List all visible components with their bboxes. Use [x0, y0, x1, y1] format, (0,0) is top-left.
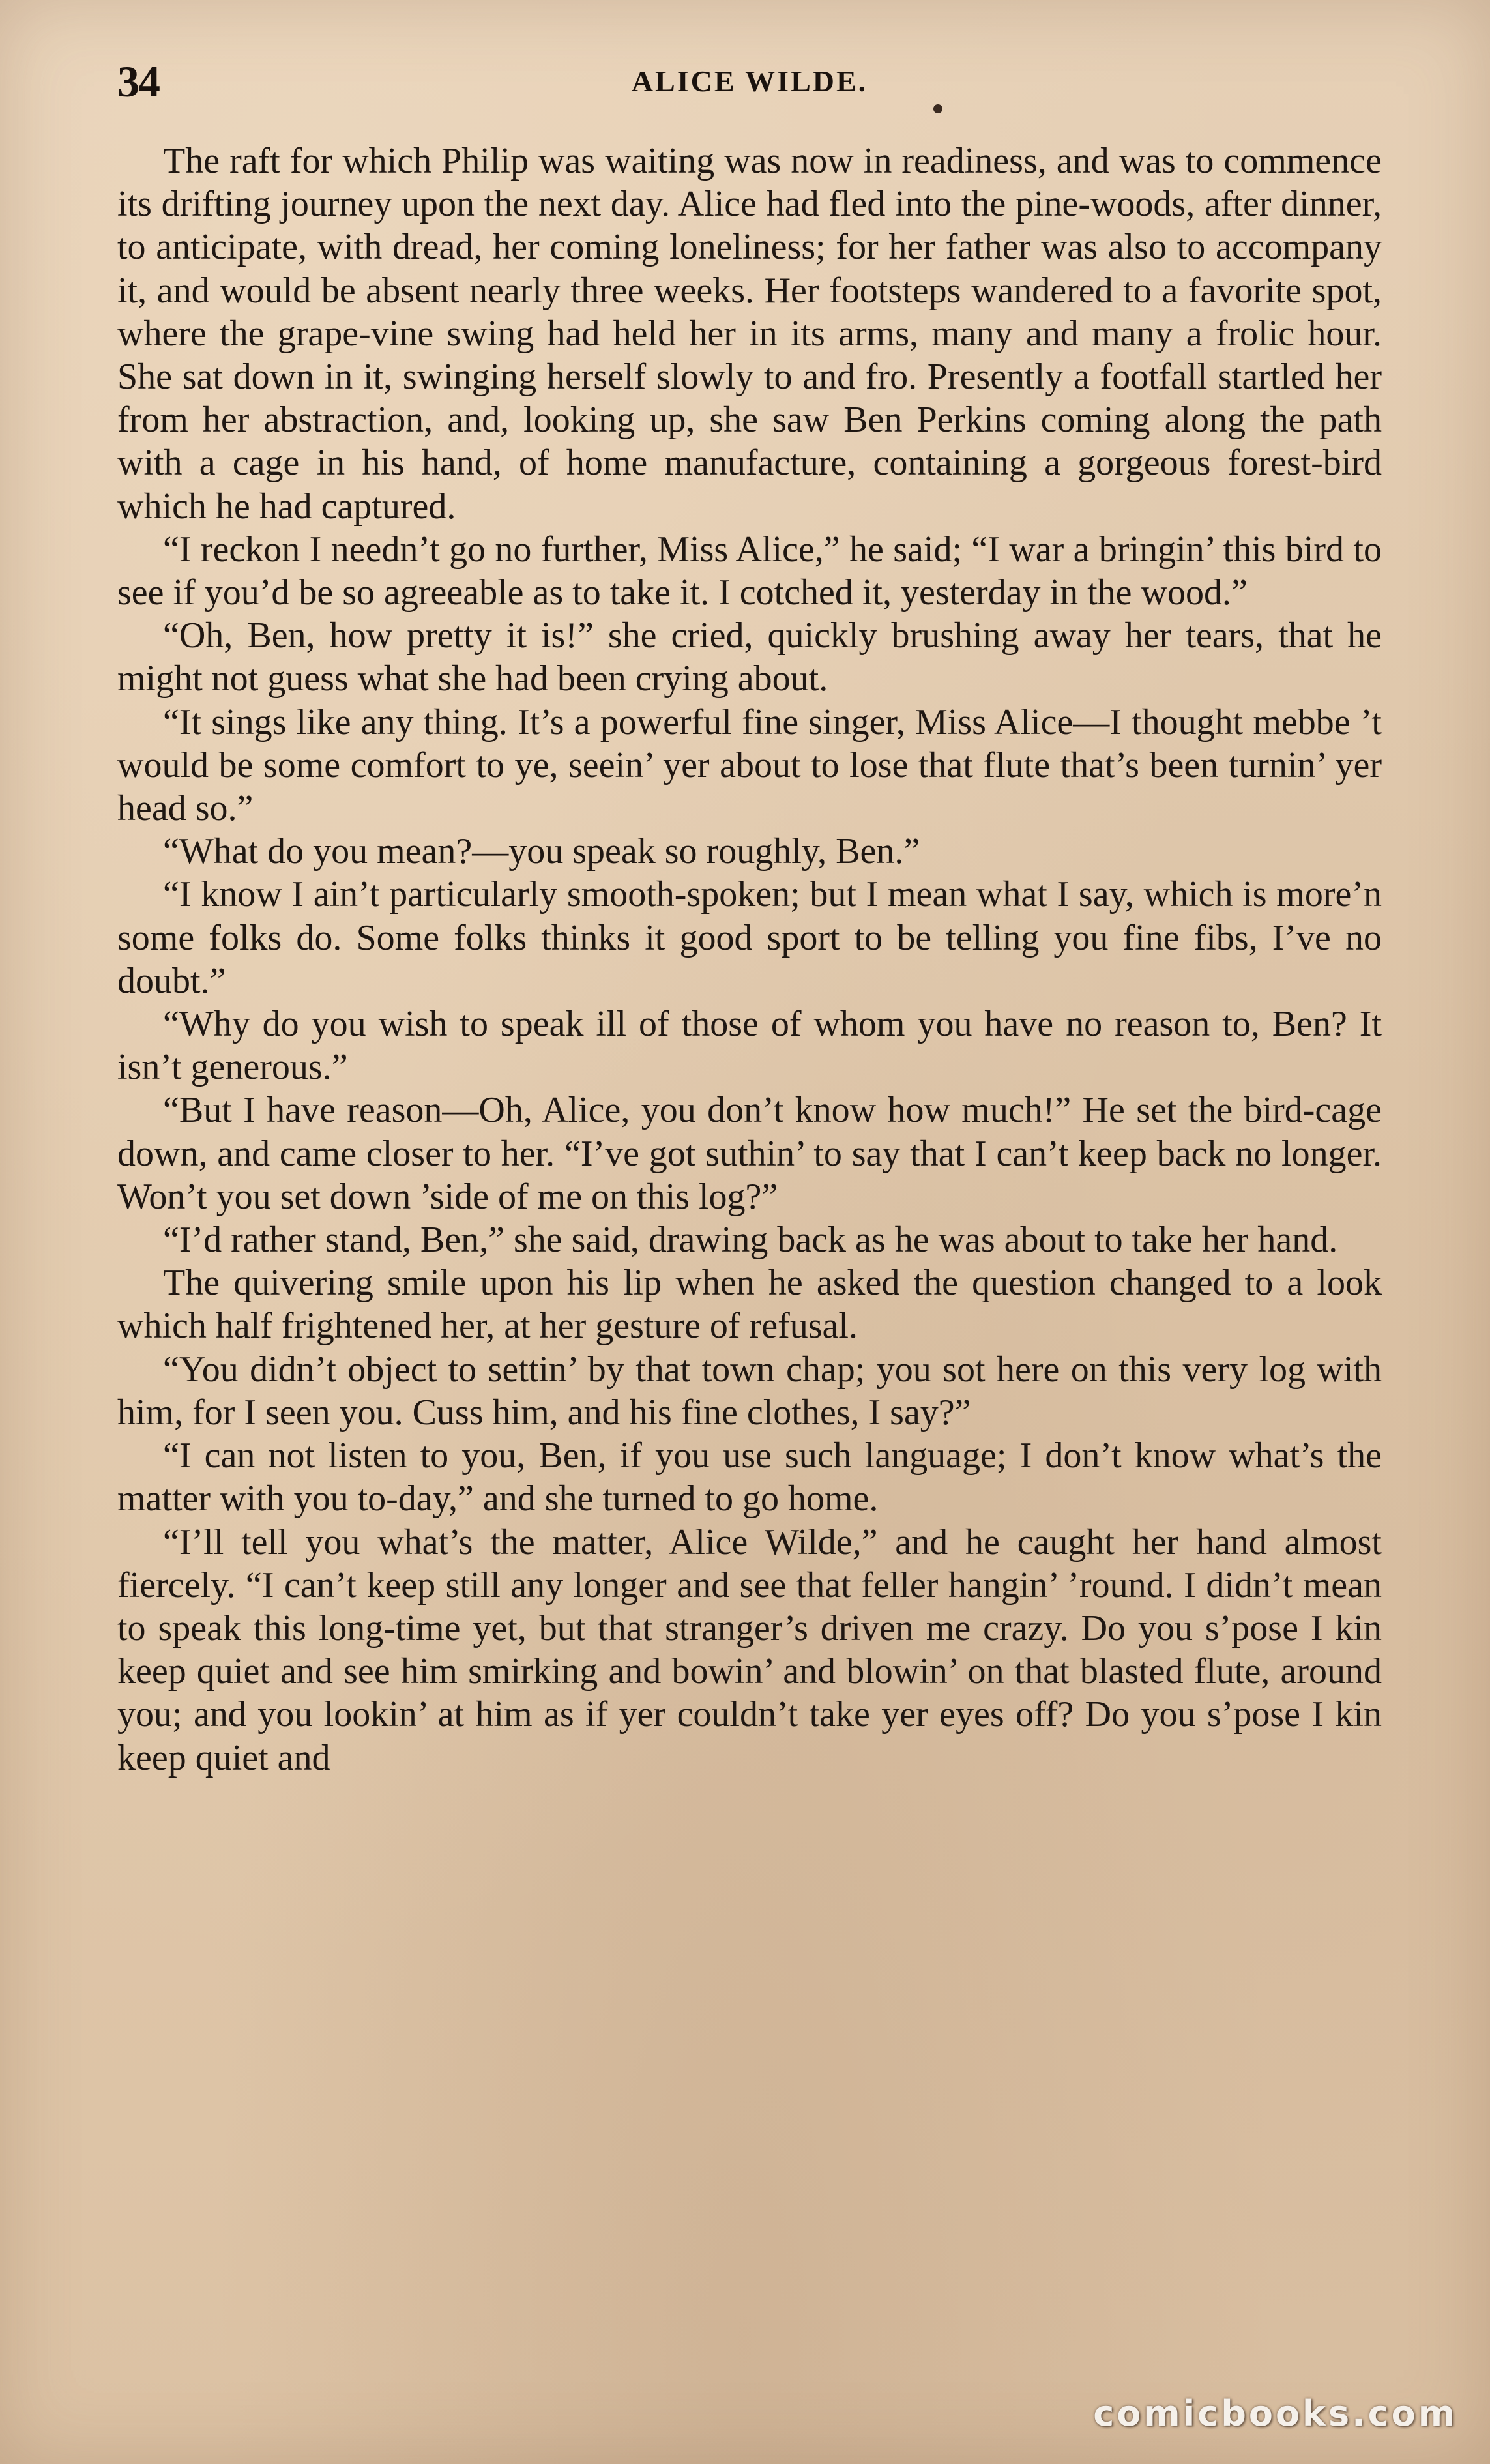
running-head: ALICE WILDE.: [631, 65, 868, 98]
paragraph-6: “I know I ain’t particularly smooth-spoken; but I mean what I say, which is more’n some folks do. Some folks thinks it good sport to be telling you fine fibs, I’ve no doubt.”: [117, 874, 1382, 1001]
page-number: 34: [117, 57, 159, 106]
paragraph-3: “Oh, Ben, how pretty it is!” she cried, quickly brushing away her tears, that he might not guess what she had been crying about.: [117, 615, 1382, 699]
paragraph-2: “I reckon I needn’t go no further, Miss Alice,” he said; “I war a bringin’ this bird to see if you’d be so agreeable as to take it. I cotched it, yesterday in the wood.”: [117, 529, 1382, 613]
body-text: [117, 139, 1382, 1780]
paragraph-1: The raft for which Philip was waiting was now in readiness, and was to commence its drifting journey upon the next day. Alice had fled into the pine-woods, after dinner, to anticipate, with dread, her coming loneliness; for her father was also to accompany it, and would be absent nearly three weeks. Her footsteps wandered to a favorite spot, where the grape-vine swing had held her in its arms, many and many a frolic hour. She sat down in it, swinging herself slowly to and fro. Presently a footfall startled her from her abstraction, and, looking up, she saw Ben Perkins coming along the path with a cage in his hand, of home manufacture, containing a gorgeous forest-bird which he had captured.: [117, 141, 1382, 527]
paragraph-4: “It sings like any thing. It’s a powerful fine singer, Miss Alice—I thought mebbe ’t would be some comfort to ye, seein’ yer about to lose that flute that’s been turnin’ yer head so.”: [117, 701, 1382, 829]
paragraph-8: “But I have reason—Oh, Alice, you don’t know how much!” He set the bird-cage down, and came closer to her. “I’ve got suthin’ to say that I can’t keep back no longer. Won’t you set down ’side of me on this log?”: [117, 1090, 1382, 1217]
paragraph-9: “I’d rather stand, Ben,” she said, drawing back as he was about to take her hand.: [163, 1220, 1338, 1261]
page-header: [117, 56, 1382, 106]
paragraph-7: “Why do you wish to speak ill of those of whom you have no reason to, Ben? It isn’t generous.”: [117, 1004, 1382, 1088]
paragraph-5: “What do you mean?—you speak so roughly, Ben.”: [163, 831, 920, 872]
paragraph-10: The quivering smile upon his lip when he asked the question changed to a look which half frightened her, at her gesture of refusal.: [117, 1263, 1382, 1347]
watermark: comicbooks.com: [1093, 2393, 1457, 2434]
ink-dot: [933, 104, 942, 113]
paragraph-12: “I can not listen to you, Ben, if you use such language; I don’t know what’s the matter with you to-day,” and she turned to go home.: [117, 1435, 1382, 1519]
paragraph-13: “I’ll tell you what’s the matter, Alice Wilde,” and he caught her hand almost fiercely. “I can’t keep still any longer and see that feller hangin’ ’round. I didn’t mean to speak this long-time yet, but that stranger’s driven me crazy. Do you s’pose I kin keep quiet and see him smirking and bowin’ and blowin’ on that blasted flute, around you; and you lookin’ at him as if yer couldn’t take yer eyes off? Do you s’pose I kin keep quiet and: [117, 1521, 1382, 1778]
paragraph-11: “You didn’t object to settin’ by that town chap; you sot here on this very log with him, for I seen you. Cuss him, and his fine clothes, I say?”: [117, 1349, 1382, 1433]
